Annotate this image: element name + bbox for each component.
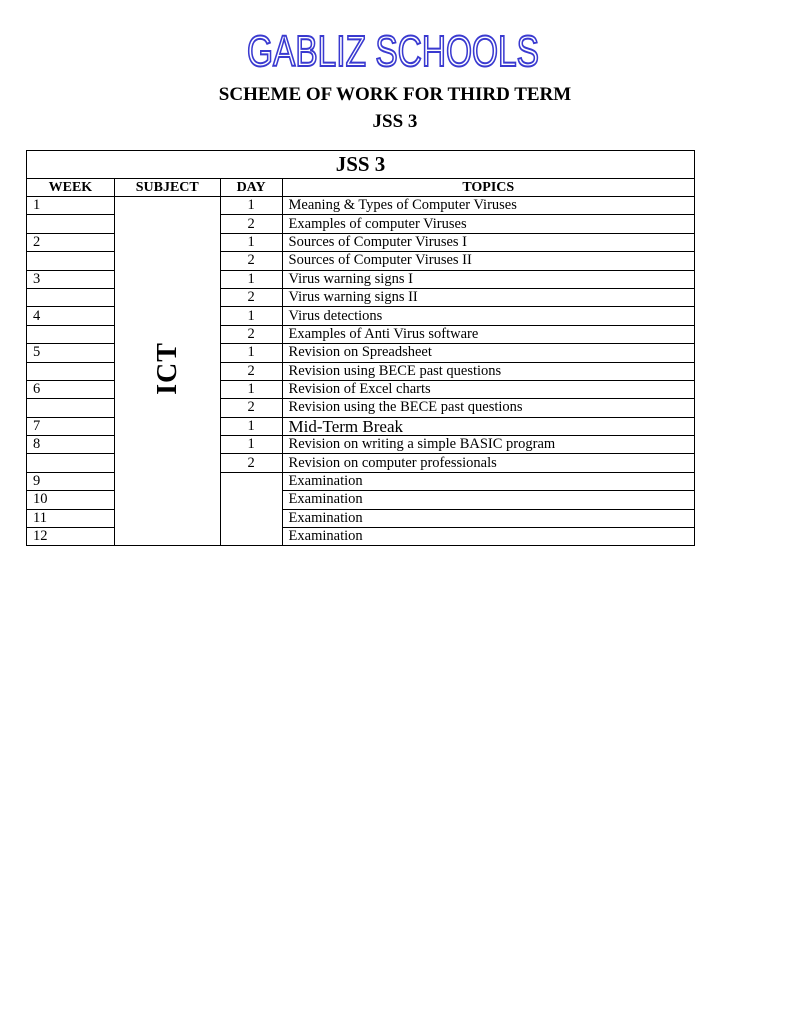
week-cell (27, 454, 115, 472)
week-cell: 12 (27, 528, 115, 546)
topic-cell: Revision using BECE past questions (282, 362, 694, 380)
topic-cell: Revision on Spreadsheet (282, 344, 694, 362)
topic-cell: Virus warning signs I (282, 270, 694, 288)
table-title: JSS 3 (27, 151, 695, 179)
topic-cell: Revision of Excel charts (282, 380, 694, 398)
week-cell: 9 (27, 472, 115, 490)
topic-cell: Sources of Computer Viruses II (282, 252, 694, 270)
class-heading: JSS 3 (372, 111, 418, 132)
day-header: DAY (220, 179, 282, 197)
day-cell: 1 (220, 417, 282, 435)
week-cell: 7 (27, 417, 115, 435)
topic-cell: Sources of Computer Viruses I (282, 233, 694, 251)
week-cell: 11 (27, 509, 115, 527)
topic-cell: Revision using the BECE past questions (282, 399, 694, 417)
week-cell: 10 (27, 491, 115, 509)
week-header: WEEK (27, 179, 115, 197)
day-cell: 1 (220, 436, 282, 454)
day-cell-merged (220, 472, 282, 546)
day-cell: 2 (220, 454, 282, 472)
school-name: GABLIZ SCHOOLS (247, 27, 539, 76)
week-cell (27, 252, 115, 270)
week-cell: 8 (27, 436, 115, 454)
day-cell: 1 (220, 307, 282, 325)
week-cell: 2 (27, 233, 115, 251)
topic-cell: Examples of Anti Virus software (282, 325, 694, 343)
topic-cell: Revision on writing a simple BASIC program (282, 436, 694, 454)
day-cell: 1 (220, 344, 282, 362)
scheme-table (26, 150, 695, 546)
day-cell: 2 (220, 399, 282, 417)
day-cell: 1 (220, 233, 282, 251)
day-cell: 2 (220, 288, 282, 306)
day-cell: 2 (220, 325, 282, 343)
topics-header: TOPICS (282, 179, 694, 197)
day-cell: 1 (220, 197, 282, 215)
week-cell (27, 288, 115, 306)
week-cell: 6 (27, 380, 115, 398)
document-heading: SCHEME OF WORK FOR THIRD TERM (218, 84, 572, 105)
topic-cell: Examination (282, 509, 694, 527)
day-cell: 1 (220, 380, 282, 398)
week-cell (27, 215, 115, 233)
day-cell: 2 (220, 362, 282, 380)
day-cell: 2 (220, 215, 282, 233)
day-cell: 2 (220, 252, 282, 270)
week-cell: 4 (27, 307, 115, 325)
subject-cell (114, 197, 220, 546)
topic-cell: Examination (282, 528, 694, 546)
topic-cell: Mid-Term Break (282, 417, 694, 435)
week-cell: 3 (27, 270, 115, 288)
school-logo (0, 22, 786, 79)
topic-cell: Examination (282, 472, 694, 490)
week-cell (27, 362, 115, 380)
subject-header: SUBJECT (114, 179, 220, 197)
week-cell (27, 399, 115, 417)
topic-cell: Virus detections (282, 307, 694, 325)
scheme-table-body (27, 197, 695, 546)
subject-label: ICT (151, 342, 183, 396)
topic-cell: Examples of computer Viruses (282, 215, 694, 233)
week-cell (27, 325, 115, 343)
topic-cell: Revision on computer professionals (282, 454, 694, 472)
week-cell: 1 (27, 197, 115, 215)
topic-cell: Meaning & Types of Computer Viruses (282, 197, 694, 215)
table-row (27, 197, 695, 215)
school-name-wordart (233, 22, 553, 74)
day-cell: 1 (220, 270, 282, 288)
week-cell: 5 (27, 344, 115, 362)
topic-cell: Virus warning signs II (282, 288, 694, 306)
topic-cell: Examination (282, 491, 694, 509)
